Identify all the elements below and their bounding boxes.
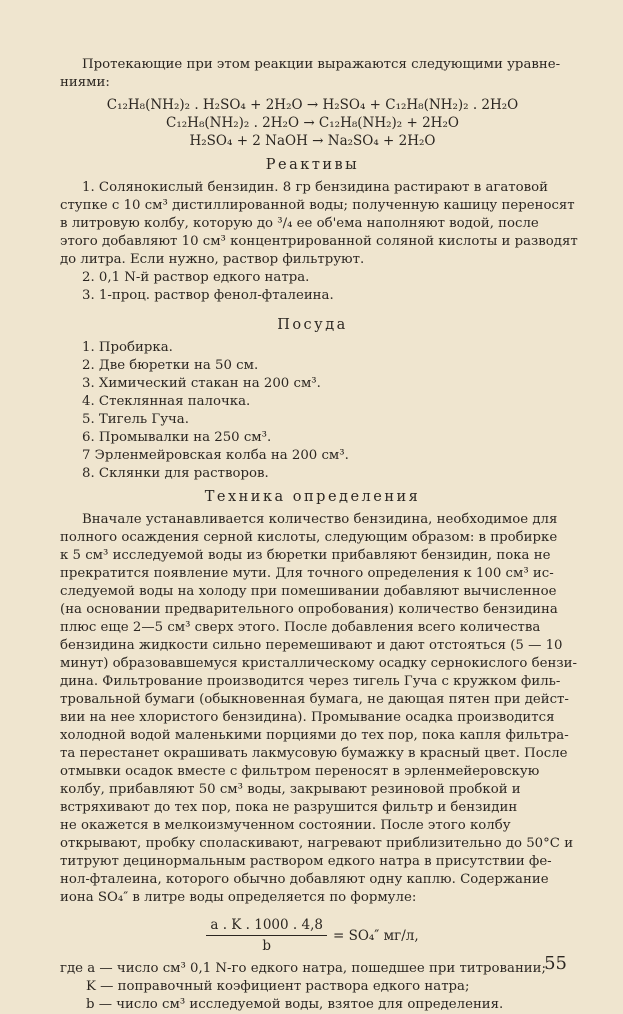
reagent-item-3: 3. 1-проц. раствор фенол-фталеина. (82, 288, 334, 303)
text-line: не окажется в мелкоизмученном состоянии. После этого колбу (60, 818, 511, 833)
equipment-item: 5. Тигель Гуча. (82, 412, 189, 427)
equipment-item: 8. Склянки для растворов. (82, 466, 269, 481)
equation-1: C₁₂H₈(NH₂)₂ . H₂SO₄ + 2H₂O → H₂SO₄ + C₁₂H₈(NH₂)₂ . 2H₂O (106, 97, 519, 113)
equation-2: C₁₂H₈(NH₂)₂ . 2H₂O → C₁₂H₈(NH₂)₂ + 2H₂O (166, 115, 459, 131)
text-line: встряхивают до тех пор, пока не разрушится фильтр и бензидин (60, 800, 518, 815)
text-line: к 5 см³ исследуемой воды из бюретки прибавляют бензидин, пока не (60, 548, 551, 563)
equipment-item: 2. Две бюретки на 50 см. (82, 358, 259, 373)
sulfate-formula (60, 917, 565, 954)
text-line: дина. Фильтрование производится через тигель Гуча с кружком филь- (60, 674, 561, 689)
equation-3: H₂SO₄ + 2 NaOH → Na₂SO₄ + 2H₂O (189, 133, 436, 149)
reagent-item-1-line: этого добавляют 10 см³ концентрированной соляной кислоты и разводят (60, 234, 578, 249)
text-line: тровальной бумаги (обыкновенная бумага, не дающая пятен при дейст- (60, 692, 569, 707)
formula-numerator: a . K . 1000 . 4,8 (206, 917, 327, 936)
equipment-item: 3. Химический стакан на 200 см³. (82, 376, 321, 391)
text-line: титруют децинормальным раствором едкого натра в присутствии фе- (60, 854, 552, 869)
legend-line: b — число см³ исследуемой воды, взятое для определения. (86, 997, 504, 1012)
text-line: открывают, пробку споласкивают, нагревают приблизительно до 50°C и (60, 836, 574, 851)
equipment-item: 1. Пробирка. (82, 340, 173, 355)
formula-fraction (206, 917, 327, 954)
formula-denominator: b (262, 938, 271, 954)
legend-line: где a — число см³ 0,1 N-го едкого натра, пошедшее при титровании; (60, 961, 547, 976)
text-line: Вначале устанавливается количество бензидина, необходимое для (82, 512, 558, 527)
page-number: 55 (544, 953, 567, 974)
reagent-item-1-line: до литра. Если нужно, раствор фильтруют. (60, 252, 365, 267)
reagent-item-1-line: ступке с 10 см³ дистиллированной воды; полученную кашицу переносят (60, 198, 575, 213)
text-line: следуемой воды на холоду при помешивании добавляют вычисленное (60, 584, 557, 599)
equipment-heading: Посуда (277, 317, 348, 333)
technique-paragraph (60, 511, 577, 907)
text-line: нол-фталеина, которого обычно добавляют одну каплю. Содержание (60, 872, 549, 887)
equipment-item: 4. Стеклянная палочка. (82, 394, 251, 409)
text-line: плюс еще 2—5 см³ сверх этого. После добавления всего количества (60, 620, 541, 635)
reaction-equations (60, 96, 565, 150)
text-line: колбу, прибавляют 50 см³ воды, закрывают резиновой пробкой и (60, 782, 521, 797)
text-line: минут) образовавшемуся кристаллическому осадку сернокислого бензи- (60, 656, 577, 671)
text-line: Протекающие при этом реакции выражаются следующими уравне- (82, 57, 561, 72)
text-line: та перестанет окрашивать лакмусовую бумажку в красный цвет. После (60, 746, 568, 761)
text-line: ниями: (60, 75, 110, 90)
reagent-item-1-line: 1. Солянокислый бензидин. 8 гр бензидина растирают в агатовой (82, 180, 549, 195)
text-line: отмывки осадок вместе с фильтром переносят в эрленмейеровскую (60, 764, 540, 779)
reagent-item-2: 2. 0,1 N-й раствор едкого натра. (82, 270, 310, 285)
text-line: прекратится появление мути. Для точного определения к 100 см³ ис- (60, 566, 554, 581)
formula-legend (60, 960, 565, 1014)
text-line: бензидина жидкости сильно перемешивают и дают отстояться (5 — 10 (60, 638, 563, 653)
equipment-list (60, 339, 565, 483)
reagents-list (60, 179, 578, 305)
technique-heading: Техника определения (204, 489, 421, 505)
text-line: иона SO₄″ в литре воды определяется по формуле: (60, 890, 417, 905)
text-line: вии на нее хлористого бензидина). Промывание осадка производится (60, 710, 555, 725)
equipment-item: 6. Промывалки на 250 см³. (82, 430, 272, 445)
intro-paragraph (60, 56, 565, 92)
text-line: холодной водой маленькими порциями до тех пор, пока капля фильтра- (60, 728, 569, 743)
formula-result: = SO₄″ мг/л, (332, 927, 419, 944)
equipment-item: 7 Эрленмейровская колба на 200 см³. (82, 448, 349, 463)
text-line: полного осаждения серной кислоты, следующим образом: в пробирке (60, 530, 558, 545)
reagent-item-1-line: в литровую колбу, которую до ³/₄ ее об'ема наполняют водой, после (60, 216, 539, 231)
text-line: (на основании предварительного опробования) количество бензидина (60, 602, 558, 617)
legend-line: K — поправочный коэфициент раствора едкого натра; (86, 979, 470, 994)
reagents-heading: Реактивы (265, 157, 360, 173)
